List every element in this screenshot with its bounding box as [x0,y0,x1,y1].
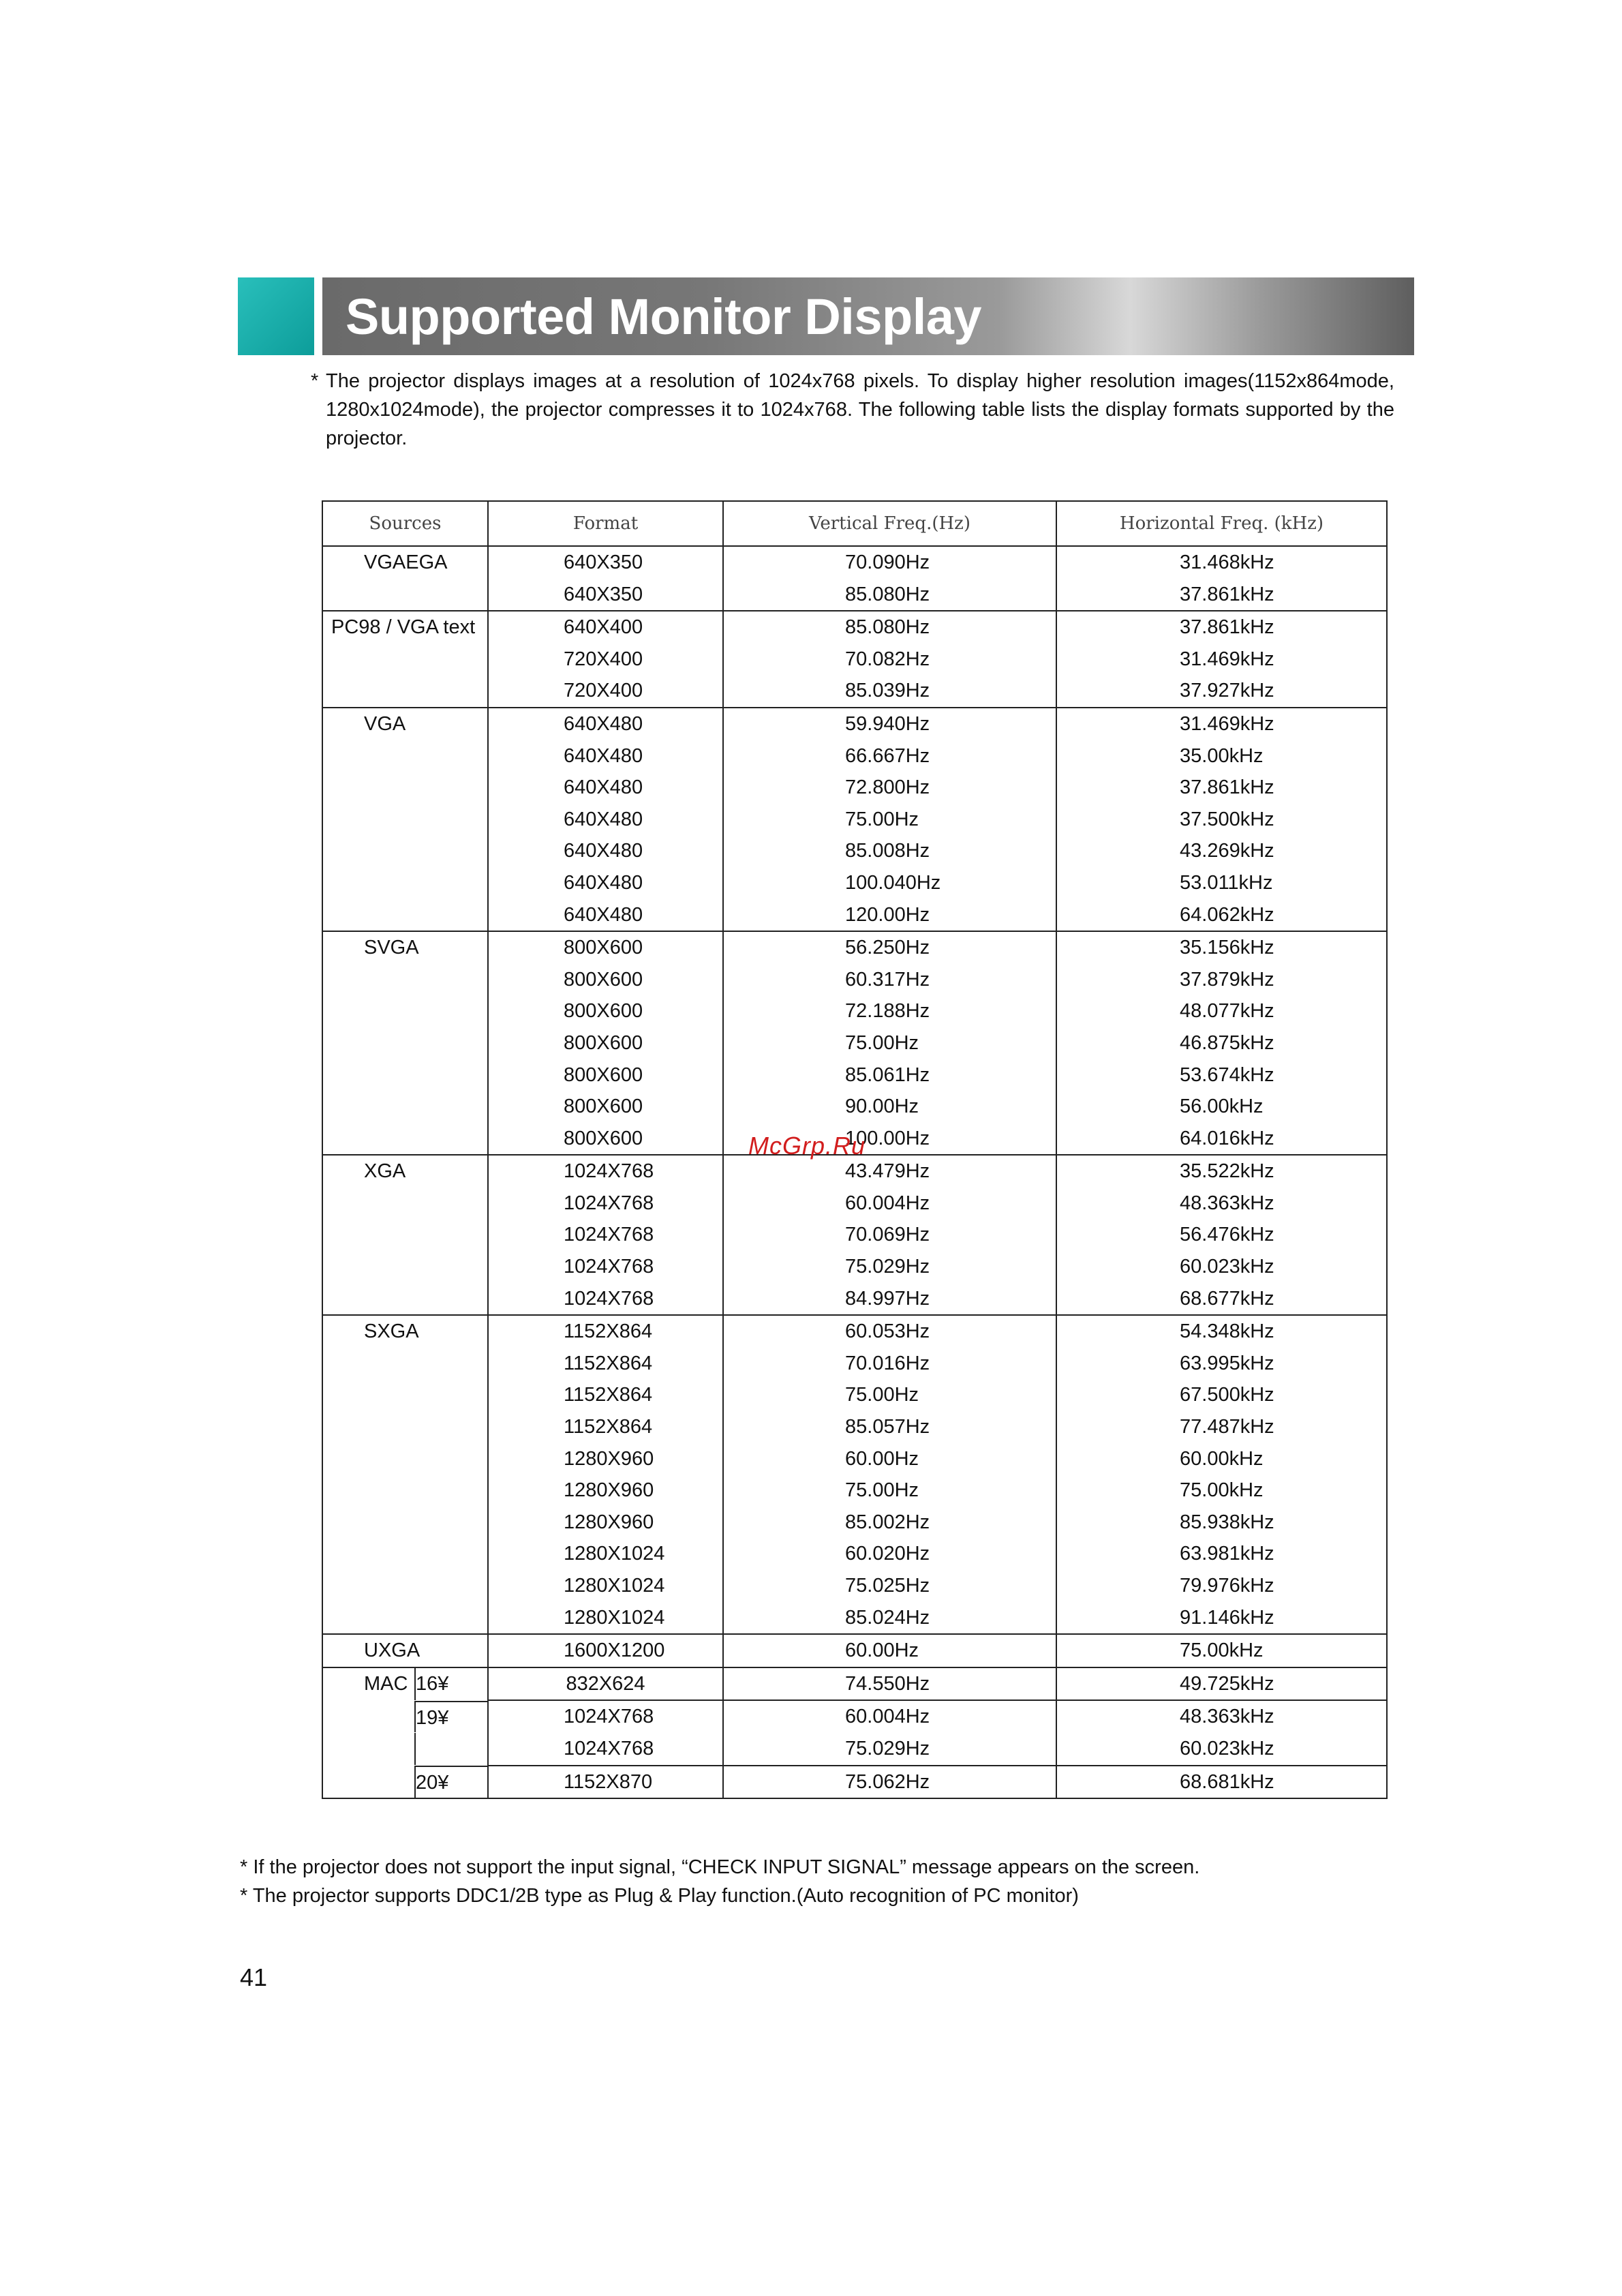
source-cell: SXGA [322,1315,488,1348]
horizontal-freq-cell: 63.981kHz [1056,1538,1387,1570]
title-accent-block [238,277,314,355]
horizontal-freq-cell: 43.269kHz [1056,835,1387,867]
table-row [322,1315,1387,1348]
table-row [322,1443,1387,1475]
table-row [322,804,1387,836]
vertical-freq-cell: 66.667Hz [723,740,1056,772]
format-cell: 1024X768 [488,1733,723,1766]
horizontal-freq-cell: 68.677kHz [1056,1283,1387,1316]
footnote: * If the projector does not support the input signal, “CHECK INPUT SIGNAL” message appears on the screen. [240,1856,1200,1878]
format-cell: 1024X768 [488,1283,723,1316]
table-row [322,1538,1387,1570]
table-row [322,1733,1387,1766]
vertical-freq-cell: 60.317Hz [723,964,1056,996]
vertical-freq-cell: 85.008Hz [723,835,1056,867]
format-cell: 1024X768 [488,1219,723,1251]
source-cell [322,1475,488,1507]
table-row [322,546,1387,579]
horizontal-freq-cell: 37.927kHz [1056,675,1387,708]
horizontal-freq-cell: 31.468kHz [1056,546,1387,579]
source-cell: SVGA [322,931,488,964]
vertical-freq-cell: 60.020Hz [723,1538,1056,1570]
format-cell: 640X480 [488,740,723,772]
vertical-freq-cell: 75.00Hz [723,804,1056,836]
horizontal-freq-cell: 63.995kHz [1056,1348,1387,1380]
vertical-freq-cell: 75.00Hz [723,1027,1056,1059]
watermark: McGrp.Ru [748,1132,866,1160]
horizontal-freq-cell: 37.861kHz [1056,579,1387,611]
format-cell: 1152X864 [488,1411,723,1443]
vertical-freq-cell: 85.002Hz [723,1507,1056,1539]
header-horizontal-freq: Horizontal Freq. (kHz) [1056,501,1387,546]
source-cell: VGA [322,708,488,740]
vertical-freq-cell: 43.479Hz [723,1155,1056,1188]
table-row [322,708,1387,740]
vertical-freq-cell: 70.016Hz [723,1348,1056,1380]
horizontal-freq-cell: 60.023kHz [1056,1251,1387,1283]
source-cell [322,995,488,1027]
horizontal-freq-cell: 31.469kHz [1056,644,1387,676]
horizontal-freq-cell: 54.348kHz [1056,1315,1387,1348]
table-row [322,1379,1387,1411]
table-row [322,1219,1387,1251]
source-cell [322,835,488,867]
format-cell: 720X400 [488,644,723,676]
source-cell [322,1766,488,1799]
horizontal-freq-cell: 60.00kHz [1056,1443,1387,1475]
format-cell: 800X600 [488,1059,723,1091]
format-cell: 640X480 [488,772,723,804]
horizontal-freq-cell: 77.487kHz [1056,1411,1387,1443]
horizontal-freq-cell: 60.023kHz [1056,1733,1387,1766]
vertical-freq-cell: 70.090Hz [723,546,1056,579]
horizontal-freq-cell: 46.875kHz [1056,1027,1387,1059]
footnote: * The projector supports DDC1/2B type as Plug & Play function.(Auto recognition of PC monitor) [240,1885,1079,1907]
header-vertical-freq: Vertical Freq.(Hz) [723,501,1056,546]
horizontal-freq-cell: 35.00kHz [1056,740,1387,772]
horizontal-freq-cell: 56.476kHz [1056,1219,1387,1251]
vertical-freq-cell: 70.082Hz [723,644,1056,676]
table-row [322,1602,1387,1635]
vertical-freq-cell: 75.025Hz [723,1570,1056,1602]
source-cell: UXGA [322,1634,488,1667]
horizontal-freq-cell: 75.00kHz [1056,1475,1387,1507]
vertical-freq-cell: 75.029Hz [723,1733,1056,1766]
format-cell: 800X600 [488,1027,723,1059]
source-cell [322,675,488,708]
horizontal-freq-cell: 48.363kHz [1056,1700,1387,1733]
source-cell [322,1667,488,1701]
table-row [322,644,1387,676]
horizontal-freq-cell: 37.500kHz [1056,804,1387,836]
source-cell [322,899,488,932]
table-row [322,1570,1387,1602]
table-row [322,611,1387,644]
mac-size-cell [414,1733,487,1765]
source-cell [322,1188,488,1220]
header-format: Format [488,501,723,546]
source-cell [322,804,488,836]
mac-label [323,1766,414,1798]
mac-label: MAC [364,1673,408,1695]
horizontal-freq-cell: 91.146kHz [1056,1602,1387,1635]
vertical-freq-cell: 85.080Hz [723,579,1056,611]
header-sources: Sources [322,501,488,546]
table-row [322,1700,1387,1733]
source-cell: PC98 / VGA text [322,611,488,644]
format-cell: 1280X960 [488,1443,723,1475]
source-cell [322,1570,488,1602]
horizontal-freq-cell: 53.674kHz [1056,1059,1387,1091]
format-cell: 1152X864 [488,1379,723,1411]
format-cell: 1024X768 [488,1700,723,1733]
table-row [322,1634,1387,1667]
format-cell: 1280X960 [488,1475,723,1507]
format-cell: 1024X768 [488,1155,723,1188]
source-cell [322,1348,488,1380]
horizontal-freq-cell: 79.976kHz [1056,1570,1387,1602]
source-cell [322,1219,488,1251]
horizontal-freq-cell: 35.156kHz [1056,931,1387,964]
table-header-row [322,501,1387,546]
format-cell: 640X350 [488,579,723,611]
vertical-freq-cell: 85.024Hz [723,1602,1056,1635]
source-cell [322,1733,488,1766]
vertical-freq-cell: 85.080Hz [723,611,1056,644]
horizontal-freq-cell: 64.016kHz [1056,1123,1387,1155]
source-cell [322,1091,488,1123]
table-row [322,1283,1387,1316]
format-cell: 1280X960 [488,1507,723,1539]
format-cell: 1280X1024 [488,1602,723,1635]
horizontal-freq-cell: 85.938kHz [1056,1507,1387,1539]
source-cell [322,1251,488,1283]
format-cell: 800X600 [488,1123,723,1155]
format-cell: 800X600 [488,964,723,996]
source-cell [322,1602,488,1635]
format-cell: 640X480 [488,867,723,899]
horizontal-freq-cell: 31.469kHz [1056,708,1387,740]
horizontal-freq-cell: 56.00kHz [1056,1091,1387,1123]
vertical-freq-cell: 85.057Hz [723,1411,1056,1443]
vertical-freq-cell: 56.250Hz [723,931,1056,964]
vertical-freq-cell: 85.039Hz [723,675,1056,708]
format-cell: 640X400 [488,611,723,644]
format-cell: 1280X1024 [488,1538,723,1570]
table-row [322,579,1387,611]
table-row [322,1766,1387,1799]
horizontal-freq-cell: 37.861kHz [1056,611,1387,644]
table-row [322,1667,1387,1701]
format-cell: 1024X768 [488,1188,723,1220]
vertical-freq-cell: 72.800Hz [723,772,1056,804]
vertical-freq-cell: 85.061Hz [723,1059,1056,1091]
source-cell [322,1700,488,1733]
horizontal-freq-cell: 49.725kHz [1056,1667,1387,1701]
table-body [322,546,1387,1798]
table-row [322,931,1387,964]
vertical-freq-cell: 90.00Hz [723,1091,1056,1123]
source-cell [322,964,488,996]
table-row [322,740,1387,772]
format-cell: 640X480 [488,899,723,932]
table-row [322,1475,1387,1507]
table-row [322,772,1387,804]
source-cell [322,1027,488,1059]
format-cell: 640X480 [488,708,723,740]
mac-size-cell: 19¥ [414,1701,487,1733]
vertical-freq-cell: 60.004Hz [723,1188,1056,1220]
horizontal-freq-cell: 68.681kHz [1056,1766,1387,1799]
source-cell [322,772,488,804]
format-cell: 1280X1024 [488,1570,723,1602]
vertical-freq-cell: 60.053Hz [723,1315,1056,1348]
format-cell: 1024X768 [488,1251,723,1283]
vertical-freq-cell: 75.062Hz [723,1766,1056,1799]
format-cell: 832X624 [488,1667,723,1701]
page-title: Supported Monitor Display [346,288,982,345]
title-bar [238,277,1414,355]
table-row [322,1251,1387,1283]
vertical-freq-cell: 120.00Hz [723,899,1056,932]
format-cell: 800X600 [488,931,723,964]
source-cell [322,1538,488,1570]
horizontal-freq-cell: 64.062kHz [1056,899,1387,932]
table-row [322,1091,1387,1123]
source-cell: VGAEGA [322,546,488,579]
vertical-freq-cell: 100.00Hz [723,1123,1056,1155]
source-cell [322,1283,488,1316]
horizontal-freq-cell: 35.522kHz [1056,1155,1387,1188]
mac-label [323,1733,414,1765]
vertical-freq-cell: 60.00Hz [723,1634,1056,1667]
source-cell [322,1507,488,1539]
footnotes [240,1853,1199,1910]
vertical-freq-cell: 75.00Hz [723,1475,1056,1507]
source-cell [322,644,488,676]
horizontal-freq-cell: 67.500kHz [1056,1379,1387,1411]
source-cell [322,740,488,772]
source-cell [322,1059,488,1091]
vertical-freq-cell: 70.069Hz [723,1219,1056,1251]
intro-text: The projector displays images at a resolution of 1024x768 pixels. To display higher resolution images(1152x864mode, 1280x1024mode), the projector compresses it to 1024x768. The following table lists the display formats supported by the projector. [326,370,1394,449]
table-row [322,1411,1387,1443]
horizontal-freq-cell: 53.011kHz [1056,867,1387,899]
table-row [322,867,1387,899]
table-row [322,1348,1387,1380]
table-row [322,1027,1387,1059]
table-row [322,1188,1387,1220]
vertical-freq-cell: 59.940Hz [723,708,1056,740]
source-cell: XGA [322,1155,488,1188]
format-cell: 1600X1200 [488,1634,723,1667]
format-cell: 1152X864 [488,1315,723,1348]
page-number: 41 [240,1963,268,1991]
horizontal-freq-cell: 48.363kHz [1056,1188,1387,1220]
vertical-freq-cell: 75.00Hz [723,1379,1056,1411]
vertical-freq-cell: 74.550Hz [723,1667,1056,1701]
horizontal-freq-cell: 37.879kHz [1056,964,1387,996]
vertical-freq-cell: 60.00Hz [723,1443,1056,1475]
format-cell: 640X480 [488,835,723,867]
mac-label [323,1701,414,1733]
table-row [322,995,1387,1027]
format-cell: 1152X864 [488,1348,723,1380]
table-row [322,899,1387,932]
source-cell [322,1411,488,1443]
source-cell [322,1123,488,1155]
vertical-freq-cell: 75.029Hz [723,1251,1056,1283]
mac-size-cell: 20¥ [414,1766,487,1798]
source-cell [322,867,488,899]
table-row [322,835,1387,867]
table-row [322,1507,1387,1539]
table-row [322,964,1387,996]
table-row [322,675,1387,708]
format-cell: 800X600 [488,1091,723,1123]
source-cell [322,1379,488,1411]
horizontal-freq-cell: 37.861kHz [1056,772,1387,804]
horizontal-freq-cell: 48.077kHz [1056,995,1387,1027]
intro-paragraph [311,367,1394,453]
horizontal-freq-cell: 75.00kHz [1056,1634,1387,1667]
format-cell: 1152X870 [488,1766,723,1799]
vertical-freq-cell: 72.188Hz [723,995,1056,1027]
format-cell: 800X600 [488,995,723,1027]
source-cell [322,1443,488,1475]
mac-size-cell: 16¥ [414,1668,487,1700]
table-row [322,1059,1387,1091]
vertical-freq-cell: 84.997Hz [723,1283,1056,1316]
vertical-freq-cell: 100.040Hz [723,867,1056,899]
format-cell: 640X480 [488,804,723,836]
format-cell: 640X350 [488,546,723,579]
intro-bullet: * [311,370,319,392]
vertical-freq-cell: 60.004Hz [723,1700,1056,1733]
source-cell [322,579,488,611]
format-cell: 720X400 [488,675,723,708]
